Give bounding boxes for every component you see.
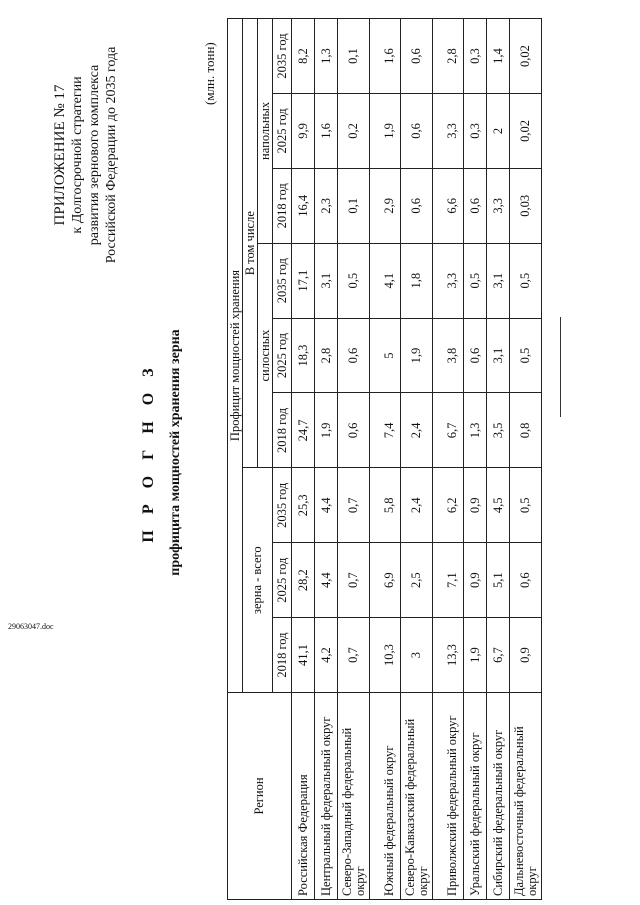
value-cell: 8,2 — [292, 19, 315, 94]
value-cell: 3,8 — [433, 318, 464, 393]
value-cell: 1,3 — [464, 393, 487, 468]
table-row — [510, 19, 542, 900]
value-cell: 41,1 — [292, 618, 315, 693]
region-cell: Уральский федеральный округ — [464, 693, 487, 900]
value-cell: 0,9 — [464, 468, 487, 543]
value-cell: 0,6 — [338, 318, 370, 393]
table-row — [315, 19, 338, 900]
value-cell: 0,9 — [510, 618, 542, 693]
value-cell: 1,4 — [487, 19, 510, 94]
value-cell: 3,5 — [487, 393, 510, 468]
value-cell: 0,5 — [510, 318, 542, 393]
divider-line — [560, 317, 561, 417]
value-cell: 4,2 — [315, 618, 338, 693]
value-cell: 6,7 — [433, 393, 464, 468]
value-cell: 0,1 — [338, 168, 370, 243]
including-header: В том числе — [243, 19, 258, 468]
year-header: 2025 год — [273, 318, 292, 393]
annex-line-3: развития зернового комплекса — [87, 64, 102, 246]
value-cell: 2,4 — [401, 468, 433, 543]
value-cell: 0,8 — [510, 393, 542, 468]
value-cell: 1,9 — [464, 618, 487, 693]
value-cell: 6,2 — [433, 468, 464, 543]
value-cell: 0,1 — [338, 19, 370, 94]
value-cell: 9,9 — [292, 94, 315, 169]
document-subtitle: профицита мощностей хранения зерна — [168, 329, 183, 576]
file-reference: 29063047.doc — [8, 622, 54, 631]
value-cell: 0,5 — [338, 243, 370, 318]
value-cell: 1,9 — [370, 94, 401, 169]
value-cell: 0,2 — [338, 94, 370, 169]
table-row — [338, 19, 370, 900]
year-header: 2035 год — [273, 468, 292, 543]
total-header: зерна - всего — [243, 468, 273, 693]
value-cell: 0,3 — [464, 19, 487, 94]
year-header: 2025 год — [273, 94, 292, 169]
group-header: Профицит мощностей хранения — [228, 19, 243, 693]
annex-line-2: к Долгосрочной стратегии — [70, 76, 85, 234]
region-cell: Центральный федеральный округ — [315, 693, 338, 900]
value-cell: 2,8 — [315, 318, 338, 393]
value-cell: 0,6 — [464, 168, 487, 243]
value-cell: 0,6 — [401, 19, 433, 94]
value-cell: 0,6 — [464, 318, 487, 393]
value-cell: 6,7 — [487, 618, 510, 693]
units-label: (млн. тонн) — [202, 42, 217, 105]
year-header: 2018 год — [273, 168, 292, 243]
year-header: 2018 год — [273, 393, 292, 468]
region-cell: Северо-Западный федеральный округ — [338, 693, 370, 900]
value-cell: 2,8 — [433, 19, 464, 94]
value-cell: 0,5 — [510, 243, 542, 318]
value-cell: 6,6 — [433, 168, 464, 243]
value-cell: 25,3 — [292, 468, 315, 543]
table-row — [487, 19, 510, 900]
value-cell: 0,03 — [510, 168, 542, 243]
value-cell: 2,9 — [370, 168, 401, 243]
region-cell: Дальневосточный федеральный округ — [510, 693, 542, 900]
value-cell: 3,3 — [433, 243, 464, 318]
value-cell: 2,4 — [401, 393, 433, 468]
value-cell: 24,7 — [292, 393, 315, 468]
value-cell: 2 — [487, 94, 510, 169]
value-cell: 0,7 — [338, 468, 370, 543]
value-cell: 1,9 — [315, 393, 338, 468]
value-cell: 5 — [370, 318, 401, 393]
value-cell: 0,5 — [510, 468, 542, 543]
year-header: 2035 год — [273, 243, 292, 318]
forecast-table — [227, 18, 542, 900]
value-cell: 1,3 — [315, 19, 338, 94]
value-cell: 0,9 — [464, 543, 487, 618]
annex-number: ПРИЛОЖЕНИЕ № 17 — [52, 84, 68, 226]
value-cell: 2,5 — [401, 543, 433, 618]
value-cell: 28,2 — [292, 543, 315, 618]
region-cell: Российская Федерация — [292, 693, 315, 900]
table-row — [370, 19, 401, 900]
value-cell: 0,6 — [510, 543, 542, 618]
year-header: 2018 год — [273, 618, 292, 693]
value-cell: 7,4 — [370, 393, 401, 468]
year-header: 2025 год — [273, 543, 292, 618]
region-cell: Северо-Кавказский федеральный округ — [401, 693, 433, 900]
value-cell: 0,6 — [338, 393, 370, 468]
value-cell: 7,1 — [433, 543, 464, 618]
value-cell: 4,5 — [487, 468, 510, 543]
value-cell: 16,4 — [292, 168, 315, 243]
region-header: Регион — [228, 693, 292, 900]
floor-header: напольных — [258, 19, 273, 244]
value-cell: 13,3 — [433, 618, 464, 693]
value-cell: 3,1 — [487, 243, 510, 318]
value-cell: 3,3 — [433, 94, 464, 169]
value-cell: 17,1 — [292, 243, 315, 318]
value-cell: 1,6 — [370, 19, 401, 94]
year-header: 2035 год — [273, 19, 292, 94]
annex-block — [52, 25, 120, 285]
value-cell: 0,6 — [401, 94, 433, 169]
value-cell: 6,9 — [370, 543, 401, 618]
annex-line-4: Российской Федерации до 2035 года — [104, 46, 119, 264]
document-title: П Р О Г Н О З — [140, 362, 157, 543]
region-cell: Сибирский федеральный округ — [487, 693, 510, 900]
region-cell: Приволжский федеральный округ — [433, 693, 464, 900]
value-cell: 10,3 — [370, 618, 401, 693]
table-row — [292, 19, 315, 900]
value-cell: 3,1 — [315, 243, 338, 318]
value-cell: 2,3 — [315, 168, 338, 243]
table-row — [433, 19, 464, 900]
value-cell: 3,1 — [487, 318, 510, 393]
value-cell: 1,8 — [401, 243, 433, 318]
value-cell: 0,02 — [510, 19, 542, 94]
value-cell: 0,7 — [338, 543, 370, 618]
value-cell: 0,7 — [338, 618, 370, 693]
value-cell: 1,6 — [315, 94, 338, 169]
value-cell: 4,1 — [370, 243, 401, 318]
table-row — [401, 19, 433, 900]
value-cell: 0,6 — [401, 168, 433, 243]
value-cell: 5,8 — [370, 468, 401, 543]
value-cell: 3,3 — [487, 168, 510, 243]
value-cell: 0,3 — [464, 94, 487, 169]
value-cell: 0,02 — [510, 94, 542, 169]
value-cell: 0,5 — [464, 243, 487, 318]
table-body — [292, 19, 542, 900]
value-cell: 5,1 — [487, 543, 510, 618]
value-cell: 4,4 — [315, 543, 338, 618]
value-cell: 1,9 — [401, 318, 433, 393]
value-cell: 4,4 — [315, 468, 338, 543]
value-cell: 18,3 — [292, 318, 315, 393]
table-row — [464, 19, 487, 900]
silo-header: силосных — [258, 243, 273, 468]
title-block — [140, 0, 184, 905]
value-cell: 3 — [401, 618, 433, 693]
region-cell: Южный федеральный округ — [370, 693, 401, 900]
